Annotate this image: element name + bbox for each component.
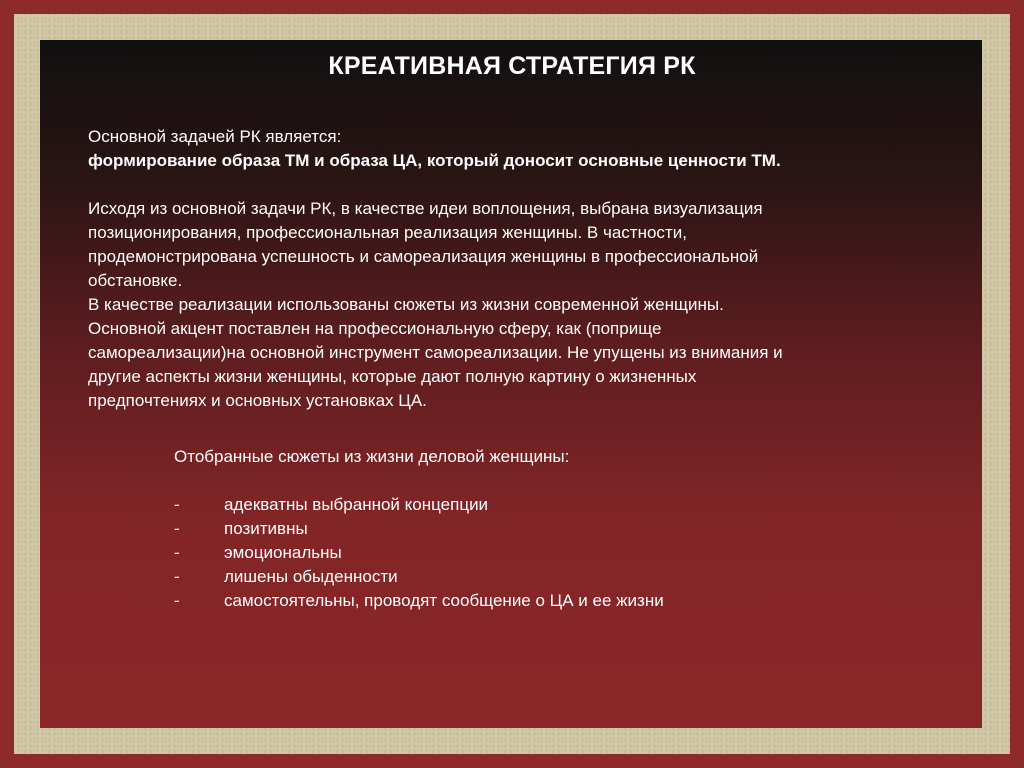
list-bullet: - bbox=[174, 495, 180, 514]
list-item bbox=[174, 565, 954, 589]
paragraph-1-line-1: Исходя из основной задачи РК, в качестве идеи воплощения, выбрана визуализация bbox=[88, 199, 763, 218]
list-bullet: - bbox=[174, 591, 180, 610]
selected-stories-list bbox=[174, 445, 954, 613]
slide-title: КРЕАТИВНАЯ СТРАТЕГИЯ РК bbox=[328, 52, 696, 80]
list-item bbox=[174, 589, 954, 613]
list-bullet: - bbox=[174, 519, 180, 538]
list-item-text: позитивны bbox=[224, 519, 308, 538]
spacer bbox=[174, 469, 954, 493]
paragraph-1-line-4: обстановке. bbox=[88, 271, 183, 290]
list-item bbox=[174, 493, 954, 517]
list-item-text: самостоятельны, проводят сообщение о ЦА и ее жизни bbox=[224, 591, 664, 610]
paragraph-2-line-3: самореализации)на основной инструмент самореализации. Не упущены из внимания и bbox=[88, 343, 783, 362]
list-item-text: адекватны выбранной концепции bbox=[224, 495, 489, 514]
list-item-text: эмоциональны bbox=[224, 543, 342, 562]
spacer bbox=[88, 173, 948, 197]
paragraph-2-line-4: другие аспекты жизни женщины, которые дают полную картину о жизненных bbox=[88, 367, 697, 386]
paragraph-2-line-5: предпочтениях и основных установках ЦА. bbox=[88, 391, 427, 410]
intro-label: Основной задачей РК является: bbox=[88, 127, 342, 146]
list-bullet: - bbox=[174, 567, 180, 586]
paragraph-2-line-2: Основной акцент поставлен на профессиональную сферу, как (поприще bbox=[88, 319, 662, 338]
list-item bbox=[174, 517, 954, 541]
paragraph-1-line-2: позиционирования, профессиональная реализация женщины. В частности, bbox=[88, 223, 687, 242]
list-heading: Отобранные сюжеты из жизни деловой женщины: bbox=[174, 447, 570, 466]
intro-bold-statement: формирование образа ТМ и образа ЦА, который доносит основные ценности ТМ. bbox=[88, 151, 781, 170]
list-item bbox=[174, 541, 954, 565]
paragraph-2-line-1: В качестве реализации использованы сюжеты из жизни современной женщины. bbox=[88, 295, 724, 314]
list-bullet: - bbox=[174, 543, 180, 562]
slide-body bbox=[88, 125, 948, 413]
paragraph-1-line-3: продемонстрирована успешность и самореализация женщины в профессиональной bbox=[88, 247, 759, 266]
list-item-text: лишены обыденности bbox=[224, 567, 398, 586]
